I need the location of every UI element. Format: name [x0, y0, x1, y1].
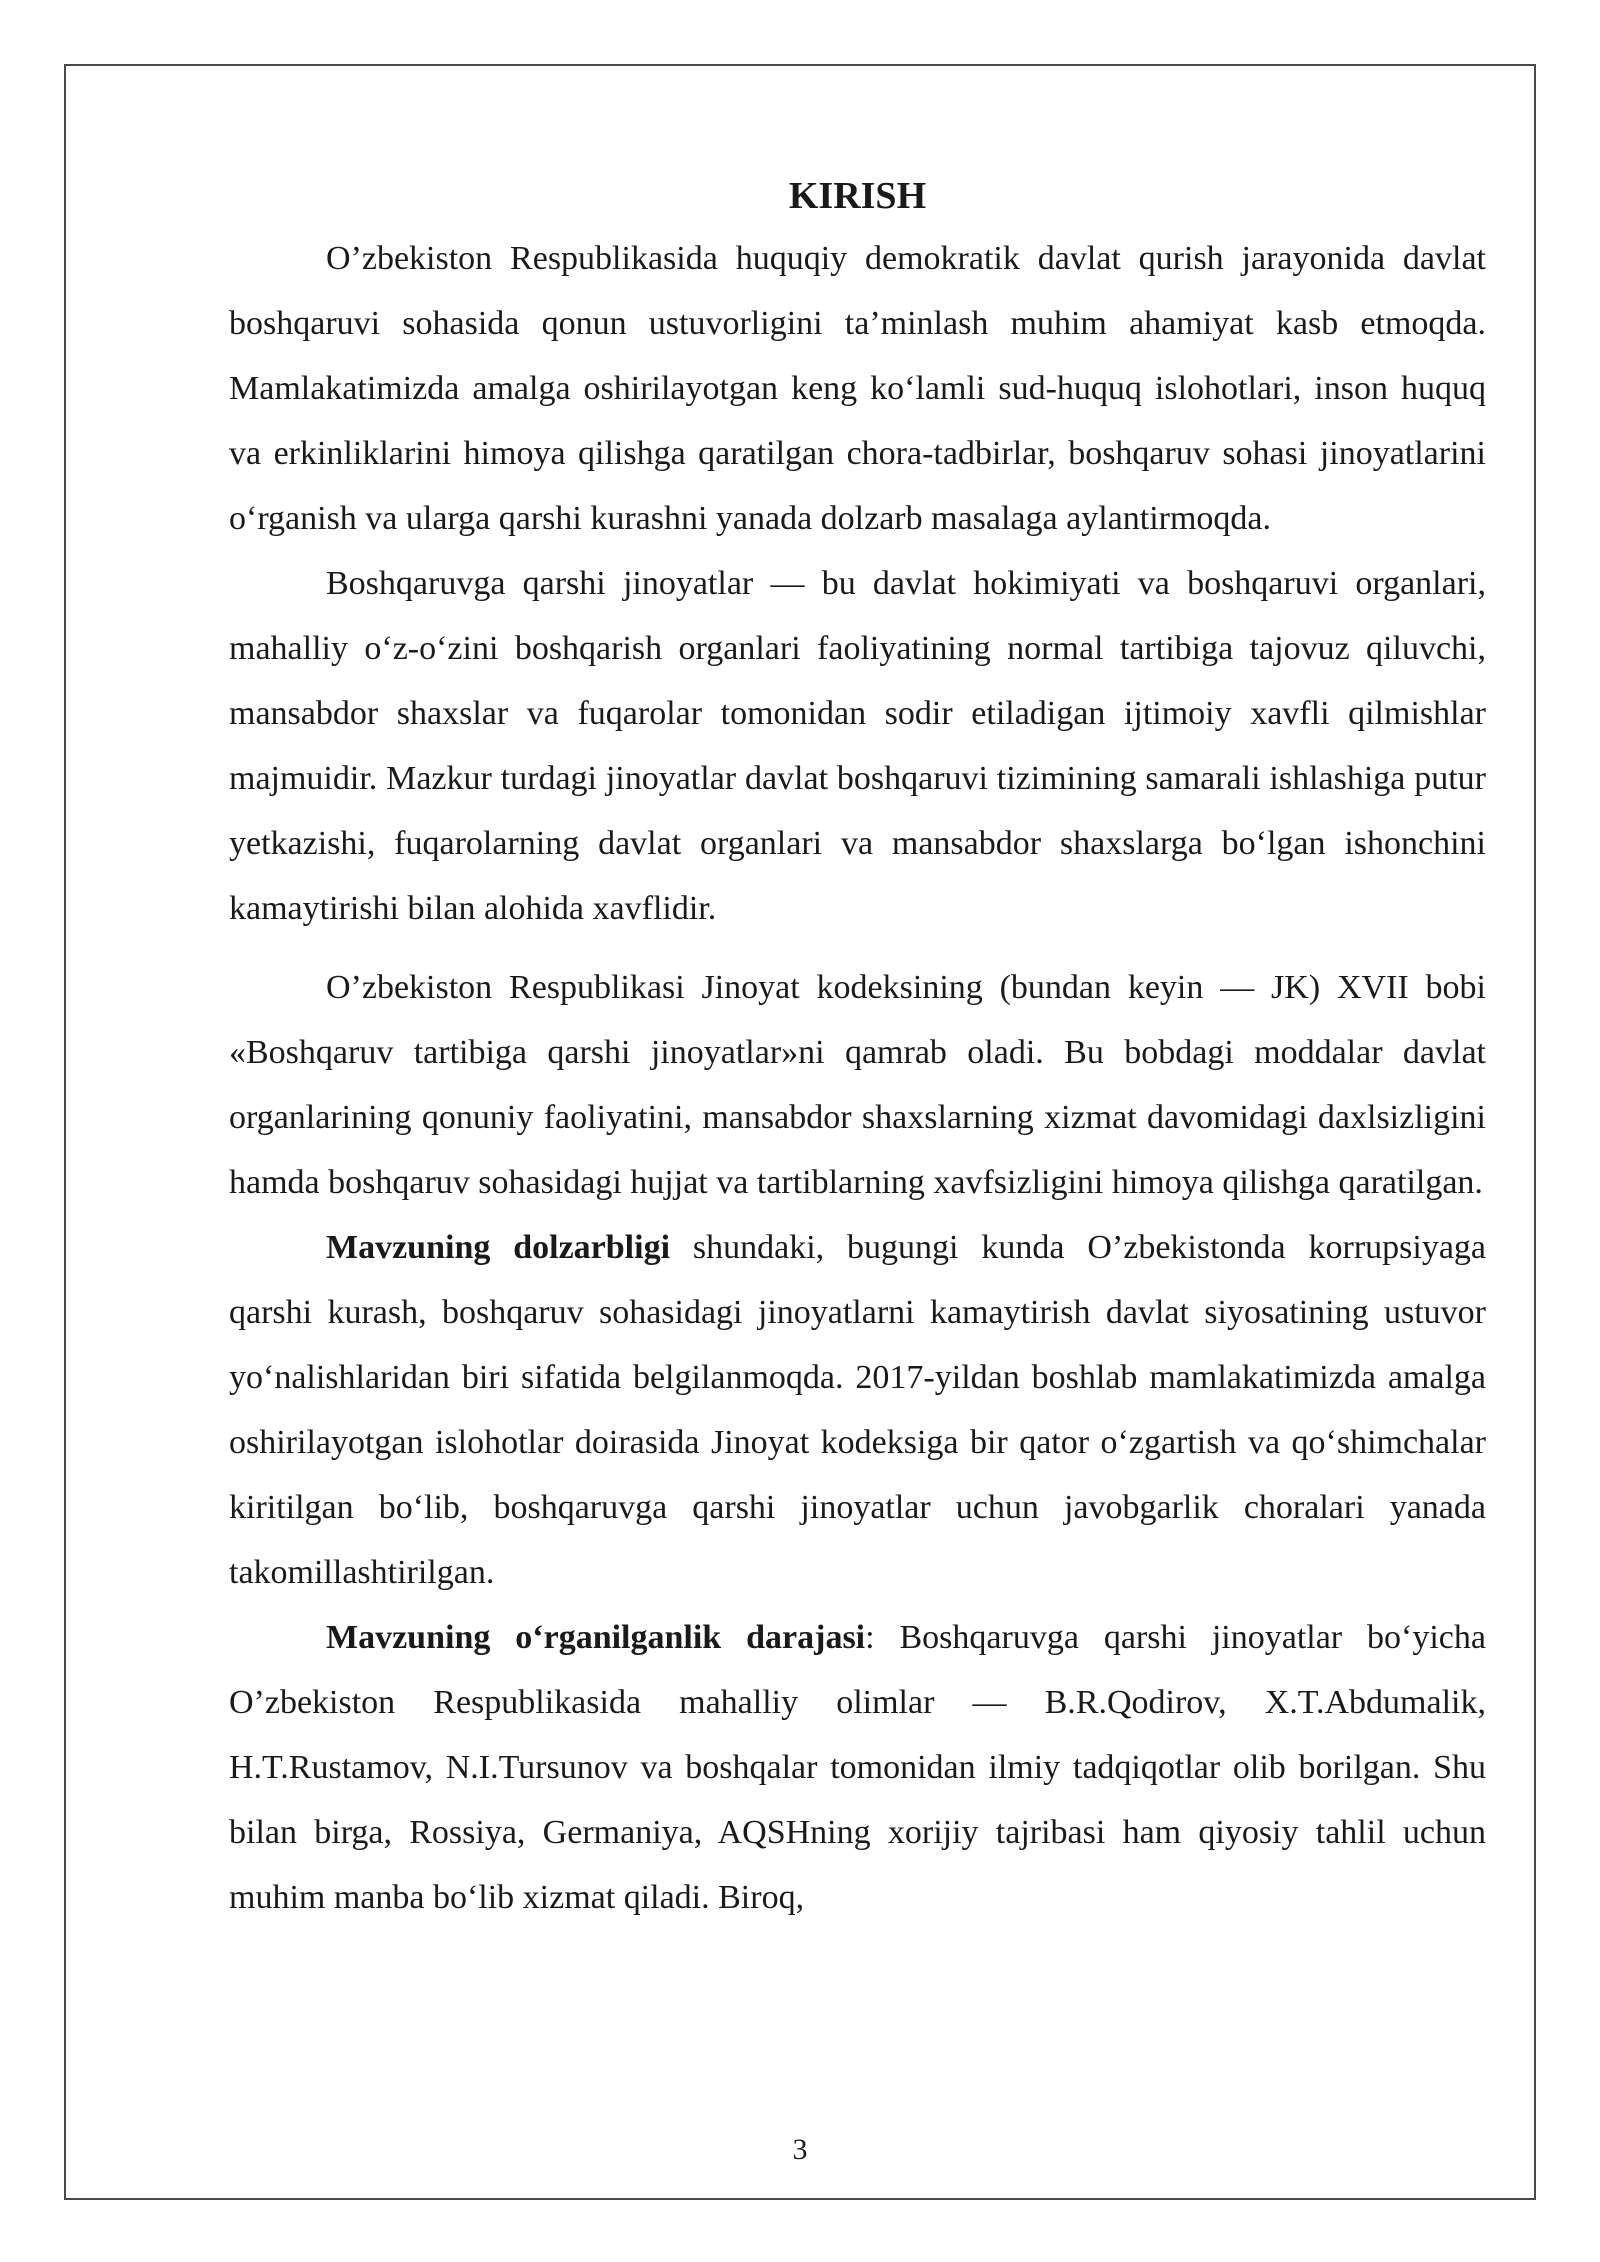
document-title: KIRISH [788, 175, 927, 217]
paragraph-definition [229, 551, 1486, 941]
paragraph-heading: Mavzuning o‘rganilganlik darajasi [326, 1619, 866, 1656]
paragraph-research-level [229, 1605, 1486, 1930]
paragraph-text: : Boshqaruvga qarshi jinoyatlar bo‘yicha O’zbekiston Respublikasida mahalliy olimlar — B.R.Qodirov, X.T.Abdumalik, H.T.Rustamov, N.I.Tursunov va boshqalar tomonidan ilmiy tadqiqotlar olib borilgan. Shu bilan birga, Rossiya, Germaniya, AQSHning xorijiy tajribasi ham qiyosiy tahlil uchun muhim manba bo‘lib xizmat qiladi. Biroq, [229, 1619, 1486, 1916]
paragraph-intro [229, 226, 1486, 551]
paragraph-criminal-code [229, 955, 1486, 1215]
paragraph-text: O’zbekiston Respublikasida huquqiy demokratik davlat qurish jarayonida davlat boshqaruvi sohasida qonun ustuvorligini ta’minlash muhim ahamiyat kasb etmoqda. Mamlakatimizda amalga oshirilayotgan keng ko‘lamli sud-huquq islohotlari, inson huquq va erkinliklarini himoya qilishga qaratilgan chora-tadbirlar, boshqaruv sohasi jinoyatlarini o‘rganish va ularga qarshi kurashni yanada dolzarb masalaga aylantirmoqda. [229, 240, 1486, 537]
paragraph-text: shundaki, bugungi kunda O’zbekistonda korrupsiyaga qarshi kurash, boshqaruv sohasidagi jinoyatlarni kamaytirish davlat siyosatining ustuvor yo‘nalishlaridan biri sifatida belgilanmoqda. 2017-yildan boshlab mamlakatimizda amalga oshirilayotgan islohotlar doirasida Jinoyat kodeksiga bir qator o‘zgartish va qo‘shimchalar kiritilgan bo‘lib, boshqaruvga qarshi jinoyatlar uchun javobgarlik choralari yanada takomillashtirilgan. [229, 1229, 1487, 1591]
document-body [229, 166, 1486, 1930]
paragraph-text: Boshqaruvga qarshi jinoyatlar — bu davlat hokimiyati va boshqaruvi organlari, mahalliy o‘z-o‘zini boshqarish organlari faoliyatining normal tartibiga tajovuz qiluvchi, mansabdor shaxslar va fuqarolar tomonidan sodir etiladigan ijtimoiy xavfli qilmishlar majmuidir. Mazkur turdagi jinoyatlar davlat boshqaruvi tizimining samarali ishlashiga putur yetkazishi, fuqarolarning davlat organlari va mansabdor shaxslarga bo‘lgan ishonchini kamaytirishi bilan alohida xavflidir. [229, 565, 1486, 927]
paragraph-text: O’zbekiston Respublikasi Jinoyat kodeksining (bundan keyin — JK) XVII bobi «Boshqaruv tartibiga qarshi jinoyatlar»ni qamrab oladi. Bu bobdagi moddalar davlat organlarining qonuniy faoliyatini, mansabdor shaxslarning xizmat davomidagi daxlsizligini hamda boshqaruv sohasidagi hujjat va tartiblarning xavfsizligini himoya qilishga qaratilgan. [229, 969, 1486, 1201]
page-number: 3 [792, 2133, 808, 2166]
paragraph-relevance [229, 1215, 1486, 1605]
paragraph-heading: Mavzuning dolzarbligi [326, 1229, 671, 1266]
